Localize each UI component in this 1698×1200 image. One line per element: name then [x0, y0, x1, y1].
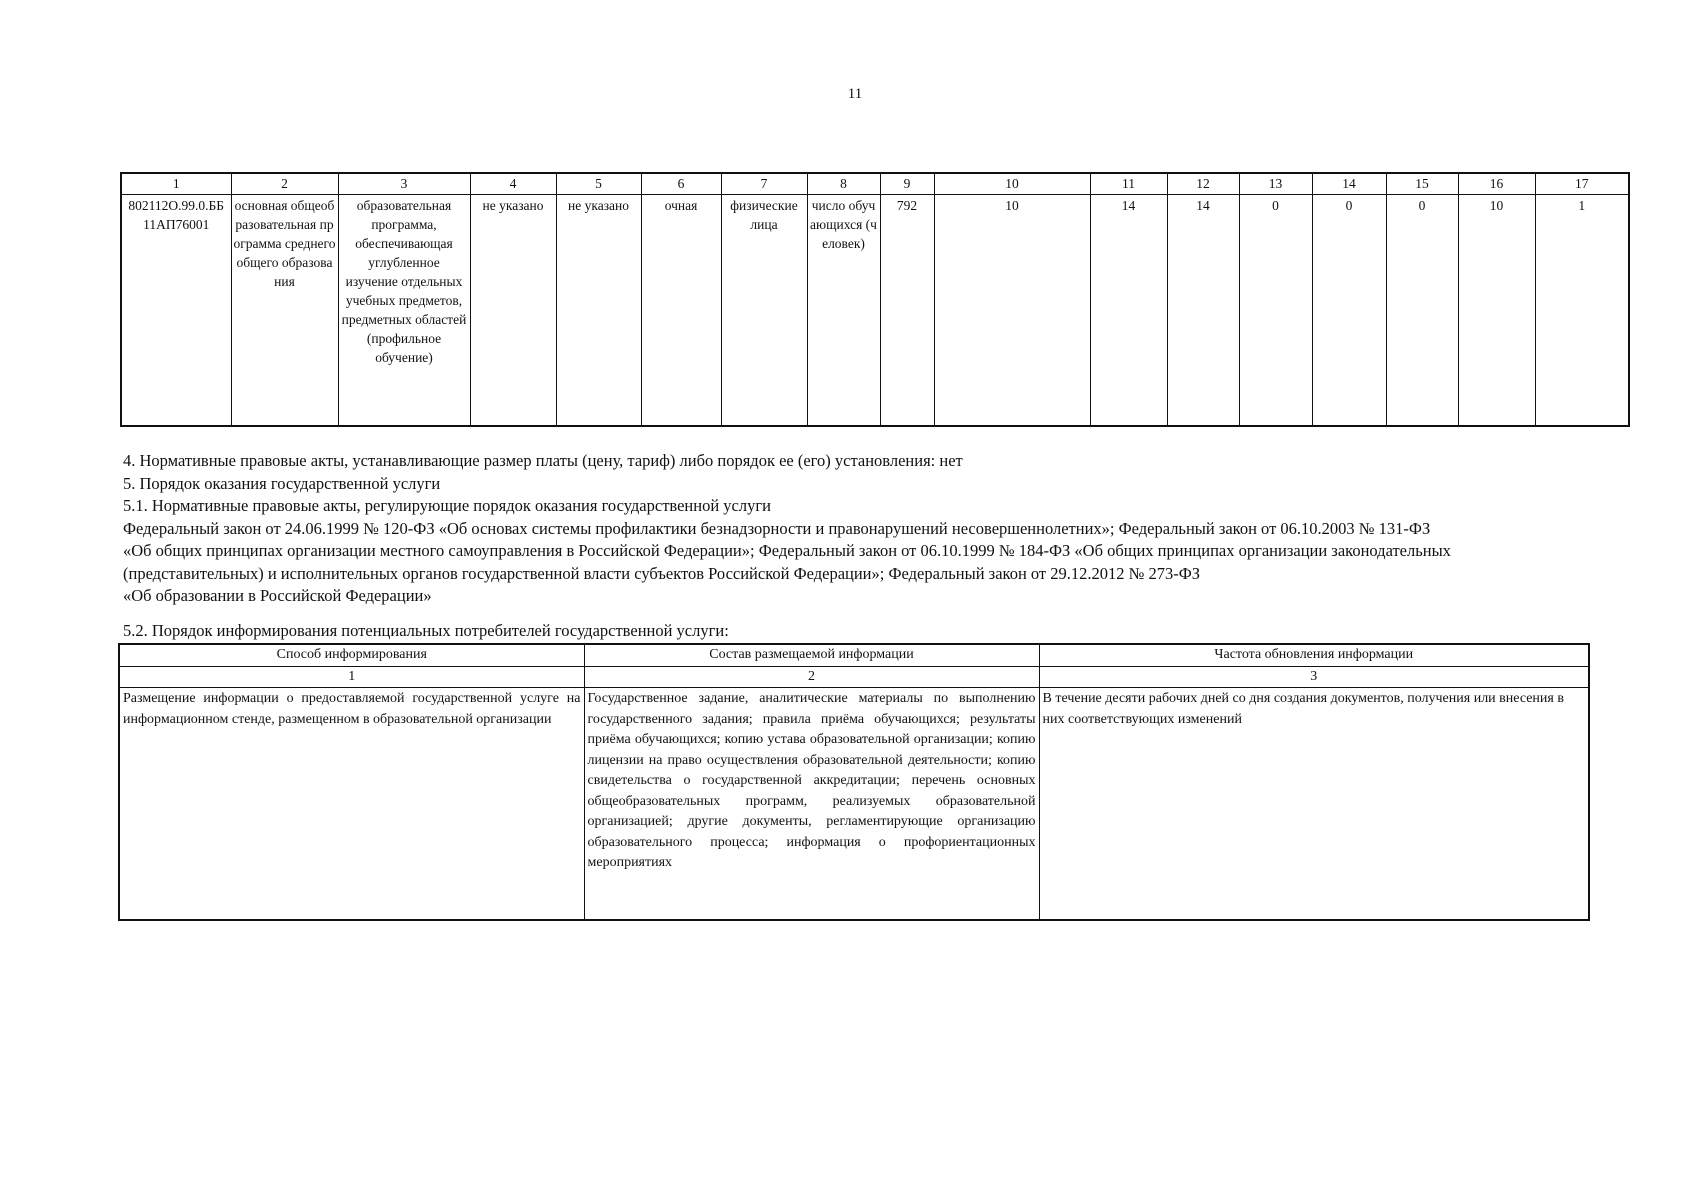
column-header: 11: [1090, 173, 1167, 195]
page-number: 11: [847, 86, 863, 102]
program-feature-cell: образовательная программа, обеспечивающая углубленное изучение отдельных учебных предметов, предметных областей (профильное обучение): [338, 195, 470, 427]
column-header: 17: [1535, 173, 1629, 195]
column-header: 5: [556, 173, 641, 195]
table-header-row: [121, 173, 1629, 195]
consumer-category-cell: физические лица: [721, 195, 807, 427]
column-header: 7: [721, 173, 807, 195]
cell-col-5: не указано: [556, 195, 641, 427]
paragraph-5-1: 5.1. Нормативные правовые акты, регулирующие порядок оказания государственной услуги: [123, 496, 771, 515]
cell-col-12: 14: [1167, 195, 1239, 427]
law-line-4: «Об образовании в Российской Федерации»: [123, 586, 432, 605]
column-header: Состав размещаемой информации: [584, 644, 1039, 666]
cell-col-15: 0: [1386, 195, 1458, 427]
column-number: 2: [584, 666, 1039, 688]
service-volume-table: [120, 172, 1630, 427]
paragraph-5: 5. Порядок оказания государственной услуги: [123, 473, 441, 493]
column-header: 4: [470, 173, 556, 195]
cell-col-17: 1: [1535, 195, 1629, 427]
cell-col-4: не указано: [470, 195, 556, 427]
table-number-row: [119, 666, 1589, 688]
informing-table: [118, 643, 1590, 921]
law-line-1: Федеральный закон от 24.06.1999 № 120-ФЗ «Об основах системы профилактики безнадзорности и правонарушений несовершеннолетних»; Федеральный закон от 06.10.2003 № 131-ФЗ: [123, 518, 1431, 538]
column-header: 12: [1167, 173, 1239, 195]
column-header: 2: [231, 173, 338, 195]
column-header: 10: [934, 173, 1090, 195]
column-header: 15: [1386, 173, 1458, 195]
column-header: Частота обновления информации: [1039, 644, 1589, 666]
education-form-cell: очная: [641, 195, 721, 427]
indicator-cell: число обучающихся (человек): [807, 195, 880, 427]
column-header: Способ информирования: [119, 644, 584, 666]
table-header-row: [119, 644, 1589, 666]
paragraph-5-2: 5.2. Порядок информирования потенциальных потребителей государственной услуги:: [123, 620, 729, 640]
update-frequency-cell: В течение десяти рабочих дней со дня создания документов, получения или внесения в них соответствующих изменений: [1039, 688, 1589, 921]
column-number: 3: [1039, 666, 1589, 688]
cell-col-11: 14: [1090, 195, 1167, 427]
column-header: 14: [1312, 173, 1386, 195]
column-number: 1: [119, 666, 584, 688]
program-type-cell: основная общеобразовательная программа среднего общего образования: [231, 195, 338, 427]
registry-code-cell: 802112О.99.0.ББ 11АП76001: [121, 195, 231, 427]
law-line-2: «Об общих принципах организации местного самоуправления в Российской Федерации»; Федеральный закон от 06.10.1999 № 184-ФЗ «Об общих принципах организации законодательных: [123, 541, 1451, 560]
cell-col-13: 0: [1239, 195, 1312, 427]
cell-col-14: 0: [1312, 195, 1386, 427]
column-header: 16: [1458, 173, 1535, 195]
column-header: 6: [641, 173, 721, 195]
information-content-cell: Государственное задание, аналитические материалы по выполнению государственного задания; правила приёма обучающихся; результаты приёма обучающихся; копию устава образовательной организации; копию лицензии на право осуществления образовательной деятельности; копию свидетельства о государственной аккредитации; перечень основных общеобразовательных программ, реализуемых образовательной организацией; другие документы, регламентирующие организацию образовательного процесса; информация о профориентационных мероприятиях: [584, 688, 1039, 921]
law-line-3: (представительных) и исполнительных органов государственной власти субъектов Российской Федерации»; Федеральный закон от 29.12.2012 № 273-ФЗ: [123, 563, 1201, 583]
table-row: [119, 688, 1589, 921]
cell-col-9: 792: [880, 195, 934, 427]
cell-col-16: 10: [1458, 195, 1535, 427]
column-header: 1: [121, 173, 231, 195]
column-header: 9: [880, 173, 934, 195]
column-header: 8: [807, 173, 880, 195]
informing-method-cell: Размещение информации о предоставляемой государственной услуге на информационном стенде, размещенном в образовательной организации: [119, 688, 584, 921]
document-text: [123, 450, 1593, 642]
paragraph-4: 4. Нормативные правовые акты, устанавливающие размер платы (цену, тариф) либо порядок ее (его) установления: нет: [123, 451, 963, 470]
cell-col-10: 10: [934, 195, 1090, 427]
column-header: 13: [1239, 173, 1312, 195]
table-row: [121, 195, 1629, 427]
column-header: 3: [338, 173, 470, 195]
